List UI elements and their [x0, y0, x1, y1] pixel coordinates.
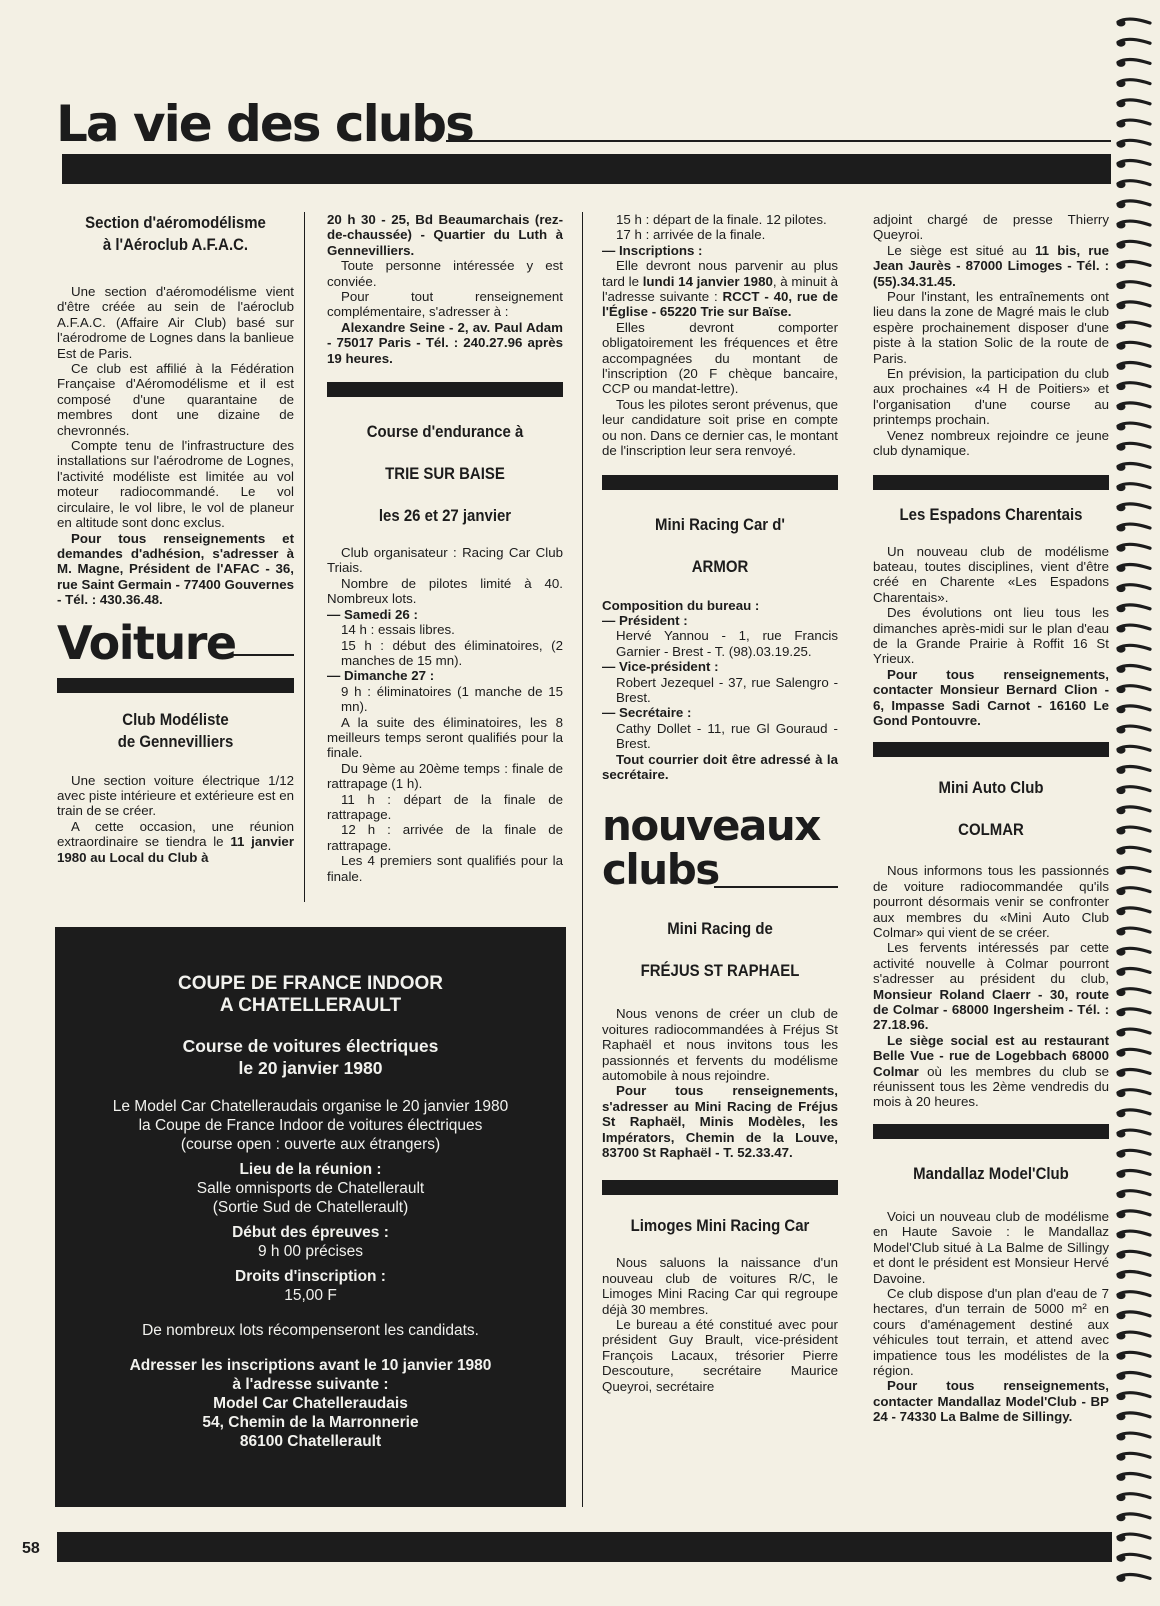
ad-droits-label: Droits d'inscription :: [235, 1268, 386, 1285]
text-paragraph: A la suite des éliminatoires, les 8 meilleurs temps seront qualifiés pour la finale.: [327, 714, 563, 761]
spiral-hole: [1117, 1312, 1126, 1319]
spiral-hole: [1117, 40, 1126, 47]
spiral-hole: [1117, 605, 1126, 612]
text-paragraph: Pour l'instant, les entraînements ont lieu dans la zone de Magré mais le club espère prochainement disposer d'une piste à la station Solic de la route de Paris.: [873, 289, 1109, 366]
note-text: Tout courrier doit être adressé à la secrétaire.: [602, 751, 838, 782]
text-paragraph: 12 h : arrivée de la finale de rattrapage.: [327, 822, 563, 853]
day-label: — Samedi 26 :: [327, 606, 418, 622]
spiral-hole: [1117, 1009, 1126, 1016]
text-paragraph: Voici un nouveau club de modélisme en Haute Savoie : le Mandallaz Model'Club situé à La Balme de Sillingy et dont le président est Monsieur Hervé Davoine.: [873, 1208, 1109, 1286]
spiral-hole: [1117, 1110, 1126, 1117]
afac-paragraph: Une section d'aéromodélisme vient d'être créée au sein de l'aéroclub A.F.A.C. (Affaire Air Club) basé sur l'aérodrome de Lognes dans la banlieue Est de Paris.: [57, 284, 294, 361]
spiral-hole: [1117, 141, 1126, 148]
spiral-hole: [1117, 181, 1126, 188]
column-4: [873, 212, 1109, 1425]
spiral-hole: [1117, 323, 1126, 330]
spiral-hole: [1117, 1151, 1126, 1158]
spiral-hole: [1117, 1454, 1126, 1461]
spiral-hole: [1117, 1232, 1126, 1239]
ad-droits: 15,00 F: [284, 1287, 337, 1304]
spiral-hole: [1117, 1272, 1126, 1279]
spiral-hole: [1117, 60, 1126, 67]
section-bar: [602, 1180, 838, 1195]
afac-heading: Section d'aéromodélisme à l'Aéroclub A.F.A.C.: [85, 213, 266, 254]
page-title: La vie des clubs: [56, 95, 473, 153]
contact-text: Pour tous renseignements, contacter Mandallaz Model'Club - BP 24 - 74330 La Balme de Sillingy.: [873, 1378, 1109, 1425]
ad-debut-label: Début des épreuves :: [232, 1224, 389, 1241]
spiral-hole: [1117, 767, 1126, 774]
contact-text: Alexandre Seine - 2, av. Paul Adam - 75017 Paris - Tél. : 240.27.96 après 19 heures.: [327, 319, 563, 366]
spiral-hole: [1117, 1373, 1126, 1380]
spiral-binding: [1114, 10, 1154, 1600]
spiral-hole: [1117, 848, 1126, 855]
spiral-hole: [1117, 747, 1126, 754]
section-bar: [327, 382, 563, 397]
coupe-de-france-ad: [55, 927, 566, 1507]
spiral-hole: [1117, 545, 1126, 552]
schedule-item: 17 h : arrivée de la finale.: [616, 227, 766, 243]
text-paragraph: Elles devront comporter obligatoirement les fréquences et être accompagnées du montant de l'inscription (20 F chèque bancaire, CCP ou mandat-lettre).: [602, 319, 838, 397]
schedule-item: 14 h : essais libres.: [341, 622, 455, 638]
clubs-heading: clubs: [602, 845, 719, 895]
ad-title: COUPE DE FRANCE INDOOR A CHATELLERAULT: [178, 973, 443, 1016]
spiral-hole: [1117, 504, 1126, 511]
text-paragraph: Nous informons tous les passionnés de voiture radiocommandée qu'ils pourront désormais venir se confronter aux membres du «Mini Auto Club Colmar» qui vient de se créer.: [873, 863, 1109, 940]
text-paragraph: Pour tout renseignement complémentaire, s'adresser à :: [327, 289, 563, 320]
spiral-hole: [1117, 343, 1126, 350]
spiral-hole: [1117, 1292, 1126, 1299]
spiral-hole: [1117, 1434, 1126, 1441]
spiral-hole: [1117, 1030, 1126, 1037]
spiral-hole: [1117, 828, 1126, 835]
text-paragraph: Venez nombreux rejoindre ce jeune club dynamique.: [873, 427, 1109, 459]
day-label: — Dimanche 27 :: [327, 668, 435, 684]
trie-heading: Course d'endurance à TRIE SUR BAISE les 26 et 27 janvier: [366, 422, 524, 526]
text-paragraph: Ce club dispose d'un plan d'eau de 7 hectares, d'un terrain de 5000 m² en cours d'aménagement destiné aux véhicules tout terrain, et attend avec impatience tous les modélistes de la région.: [873, 1285, 1109, 1378]
gennevilliers-paragraph: A cette occasion, une réunion extraordinaire se tiendra le 11 janvier 1980 au Local du Club à: [57, 818, 294, 865]
spiral-hole: [1117, 969, 1126, 976]
role-label: — Vice-président :: [602, 659, 719, 675]
spiral-hole: [1117, 1131, 1126, 1138]
ad-lieu-label: Lieu de la réunion :: [239, 1161, 382, 1178]
role-value: Cathy Dollet - 11, rue Gl Gouraud - Brest.: [616, 720, 838, 752]
column-1: [57, 212, 294, 865]
spiral-hole: [1117, 989, 1126, 996]
text-paragraph: Les 4 premiers sont qualifiés pour la finale.: [327, 853, 563, 884]
masthead: [56, 96, 1111, 152]
spiral-hole: [1117, 727, 1126, 734]
text-paragraph: Le siège social est au restaurant Belle Vue - rue de Logebbach 68000 Colmar où les membres du club se réunissent tous les 2ème vendredis du mois à 20 heures.: [873, 1032, 1109, 1110]
spiral-hole: [1117, 1211, 1126, 1218]
spiral-hole: [1117, 161, 1126, 168]
gennevilliers-address: 20 h 30 - 25, Bd Beaumarchais (rez-de-chaussée) - Quartier du Luth à Gennevilliers.: [327, 212, 563, 258]
text-paragraph: Tous les pilotes seront prévenus, que leur candidature soit prise en compte ou non. Dans ce dernier cas, le montant de l'inscription leur sera renvoyé.: [602, 396, 838, 459]
ad-debut: 9 h 00 précises: [257, 1243, 364, 1260]
spiral-hole: [1117, 1413, 1126, 1420]
spiral-hole: [1117, 403, 1126, 410]
column-rule: [582, 212, 583, 1507]
text-paragraph: Du 9ème au 20ème temps : finale de rattrapage (1 h).: [327, 760, 563, 792]
voiture-rule: [227, 654, 294, 656]
text-paragraph: Elle devront nous parvenir au plus tard le lundi 14 janvier 1980, à minuit à l'adresse suivante : RCCT - 40, rue de l'Église - 65220 Trie sur Baïse.: [602, 258, 838, 320]
spiral-hole: [1117, 383, 1126, 390]
role-label: — Président :: [602, 612, 688, 628]
spiral-hole: [1117, 1090, 1126, 1097]
ad-intro: Le Model Car Chatelleraudais organise le 20 janvier 1980 la Coupe de France Indoor de voitures électriques (course open : ouverte aux étrangers): [112, 1098, 509, 1153]
nouveaux-clubs-header: [602, 801, 838, 904]
column-3: [602, 212, 838, 1394]
spiral-hole: [1117, 686, 1126, 693]
afac-paragraph: Ce club est affilié à la Fédération Française d'Aéromodélisme et il est composé d'une quarantaine de membres dont une dizaine de chevronnés.: [57, 361, 294, 438]
spiral-hole: [1117, 807, 1126, 814]
spiral-hole: [1117, 20, 1126, 27]
text-paragraph: adjoint chargé de presse Thierry Queyroi.: [873, 212, 1109, 243]
text-paragraph: Le bureau a été constitué avec pour président Guy Brault, vice-président François Lacaux, trésorier Pierre Descouture, secrétaire Maurice Queyroi, secrétaire: [602, 1317, 838, 1394]
spiral-hole: [1117, 444, 1126, 451]
spiral-hole: [1117, 1050, 1126, 1057]
spiral-hole: [1117, 1353, 1126, 1360]
text-paragraph: 11 h : départ de la finale de rattrapage.: [327, 791, 563, 822]
nouveaux-rule: [714, 886, 838, 888]
text-paragraph: Nous saluons la naissance d'un nouveau club de voitures R/C, le Limoges Mini Racing Car qui regroupe déjà 30 membres.: [602, 1255, 838, 1317]
title-bar: [62, 154, 1111, 184]
spiral-hole: [1117, 1333, 1126, 1340]
voiture-heading: Voiture: [57, 615, 236, 670]
contact-text: Pour tous renseignements, s'adresser au Mini Racing de Fréjus St Raphaël, Minis Modèles, les Impérators, Chemin de la Louve, 83700 St Raphaël - T. 52.33.47.: [602, 1083, 838, 1161]
spiral-hole: [1117, 222, 1126, 229]
voiture-section-header: [57, 616, 294, 678]
text-paragraph: Club organisateur : Racing Car Club Triais.: [327, 545, 563, 576]
spiral-hole: [1117, 1535, 1126, 1542]
spiral-hole: [1117, 464, 1126, 471]
title-rule: [446, 140, 1111, 142]
spiral-hole: [1117, 242, 1126, 249]
inscriptions-label: — Inscriptions :: [602, 242, 703, 258]
contact-text: Pour tous renseignements, contacter Monsieur Bernard Clion - 6, Impasse Sadi Carnot - 16160 Le Gond Pontouvre.: [873, 666, 1109, 728]
spiral-hole: [1117, 646, 1126, 653]
spiral-hole: [1117, 1191, 1126, 1198]
role-value: Hervé Yannou - 1, rue Francis Garnier - Brest - T. (98).03.19.25.: [616, 628, 838, 659]
text-paragraph: Un nouveau club de modélisme bateau, toutes disciplines, vient d'être créé en Charente «Les Espadons Charentais».: [873, 543, 1109, 605]
text-paragraph: Nous venons de créer un club de voitures radiocommandées à Fréjus St Raphaël et nous invitons tous les passionnés et fervents du modélisme automobile à nous rejoindre.: [602, 1006, 838, 1083]
spiral-hole: [1117, 908, 1126, 915]
text-paragraph: Toute personne intéressée y est conviée.: [327, 258, 563, 289]
role-label: — Secrétaire :: [602, 705, 692, 721]
espadons-heading: Les Espadons Charentais: [899, 504, 1083, 524]
page-number: 58: [22, 1540, 40, 1557]
spiral-hole: [1117, 1171, 1126, 1178]
colmar-heading: Mini Auto Club COLMAR: [938, 778, 1044, 840]
section-bar: [873, 742, 1109, 757]
spiral-hole: [1117, 100, 1126, 107]
spiral-hole: [1117, 929, 1126, 936]
spiral-hole: [1117, 121, 1126, 128]
column-2: [327, 212, 563, 884]
text-paragraph: Nombre de pilotes limité à 40. Nombreux lots.: [327, 575, 563, 607]
spiral-hole: [1117, 1393, 1126, 1400]
spiral-hole: [1117, 626, 1126, 633]
afac-paragraph: Compte tenu de l'infrastructure des installations sur l'aérodrome de Lognes, l'activité modéliste est limitée au vol moteur radiocommandé. Le vol circulaire, le vol libre, le vol de planeur en altitude sont donc exclus.: [57, 438, 294, 531]
spiral-hole: [1117, 787, 1126, 794]
spiral-hole: [1117, 484, 1126, 491]
spiral-hole: [1117, 1514, 1126, 1521]
spiral-hole: [1117, 282, 1126, 289]
role-value: Robert Jezequel - 37, rue Salengro - Brest.: [616, 674, 838, 705]
text-paragraph: Les fervents intéressés par cette activité nouvelle à Colmar pourront s'adresser au président du club, Monsieur Roland Claerr - 30, route de Colmar - 68000 Ingersheim - Tél. : 27.18.96.: [873, 940, 1109, 1033]
spiral-hole: [1117, 525, 1126, 532]
spiral-hole: [1117, 262, 1126, 269]
spiral-hole: [1117, 585, 1126, 592]
spiral-hole: [1117, 1252, 1126, 1259]
spiral-hole: [1117, 1474, 1126, 1481]
ad-subtitle: Course de voitures électriques le 20 janvier 1980: [182, 1036, 439, 1078]
armor-heading: Mini Racing Car d' ARMOR: [655, 514, 785, 576]
footer-bar: [57, 1532, 1112, 1562]
schedule-item: 15 h : départ de la finale. 12 pilotes.: [616, 212, 827, 227]
text-paragraph: Des évolutions ont lieu tous les dimanches après-midi sur le plan d'eau de la Grande Prairie à Roffit 16 St Yrieux.: [873, 605, 1109, 667]
spiral-hole: [1117, 949, 1126, 956]
spiral-hole: [1117, 666, 1126, 673]
text-paragraph: En prévision, la participation du club aux prochaines «4 H de Poitiers» et l'organisation d'une course au printemps prochain.: [873, 366, 1109, 428]
afac-contact: Pour tous renseignements et demandes d'adhésion, s'adresser à M. Magne, Président de l'AFAC - 36, rue Saint Germain - 77400 Gouvernes - Tél. : 430.36.48.: [57, 530, 294, 608]
section-bar: [602, 475, 838, 490]
mandallaz-heading: Mandallaz Model'Club: [913, 1163, 1069, 1183]
text-paragraph: Le siège est situé au 11 bis, rue Jean Jaurès - 87000 Limoges - Tél. : (55).34.31.45.: [873, 242, 1109, 289]
spiral-hole: [1117, 868, 1126, 875]
frejus-heading: Mini Racing de FRÉJUS ST RAPHAEL: [640, 919, 800, 981]
limoges-heading: Limoges Mini Racing Car: [630, 1216, 810, 1236]
spiral-hole: [1117, 565, 1126, 572]
spiral-hole: [1117, 363, 1126, 370]
spiral-hole: [1117, 424, 1126, 431]
spiral-hole: [1117, 1494, 1126, 1501]
section-bar: [873, 1124, 1109, 1139]
spiral-hole: [1117, 302, 1126, 309]
voiture-bar: [57, 678, 294, 693]
column-rule: [304, 212, 305, 902]
spiral-hole: [1117, 706, 1126, 713]
gennevilliers-heading: Club Modéliste de Gennevilliers: [117, 709, 234, 751]
ad-lots: De nombreux lots récompenseront les candidats.: [142, 1322, 479, 1339]
gennevilliers-paragraph: Une section voiture électrique 1/12 avec piste intérieure et extérieure est en train de se créer.: [57, 772, 294, 819]
ad-lieu: Salle omnisports de Chatellerault (Sortie Sud de Chatellerault): [196, 1180, 425, 1216]
ad-adresse: Adresser les inscriptions avant le 10 janvier 1980 à l'adresse suivante : Model Car Chatelleraudais 54, Chemin de la Marronnerie 86100 Chatellerault: [129, 1357, 492, 1450]
spiral-hole: [1117, 80, 1126, 87]
spiral-hole: [1117, 1575, 1126, 1582]
bureau-label: Composition du bureau :: [602, 597, 760, 613]
spiral-hole: [1117, 888, 1126, 895]
spiral-hole: [1117, 1555, 1126, 1562]
schedule-item: 15 h : début des éliminatoires, (2 manches de 15 mn).: [341, 637, 563, 668]
nouveaux-heading: nouveaux: [602, 801, 820, 851]
spiral-hole: [1117, 1070, 1126, 1077]
spiral-hole: [1117, 201, 1126, 208]
schedule-item: 9 h : éliminatoires (1 manche de 15 mn).: [341, 683, 563, 715]
section-bar: [873, 475, 1109, 490]
